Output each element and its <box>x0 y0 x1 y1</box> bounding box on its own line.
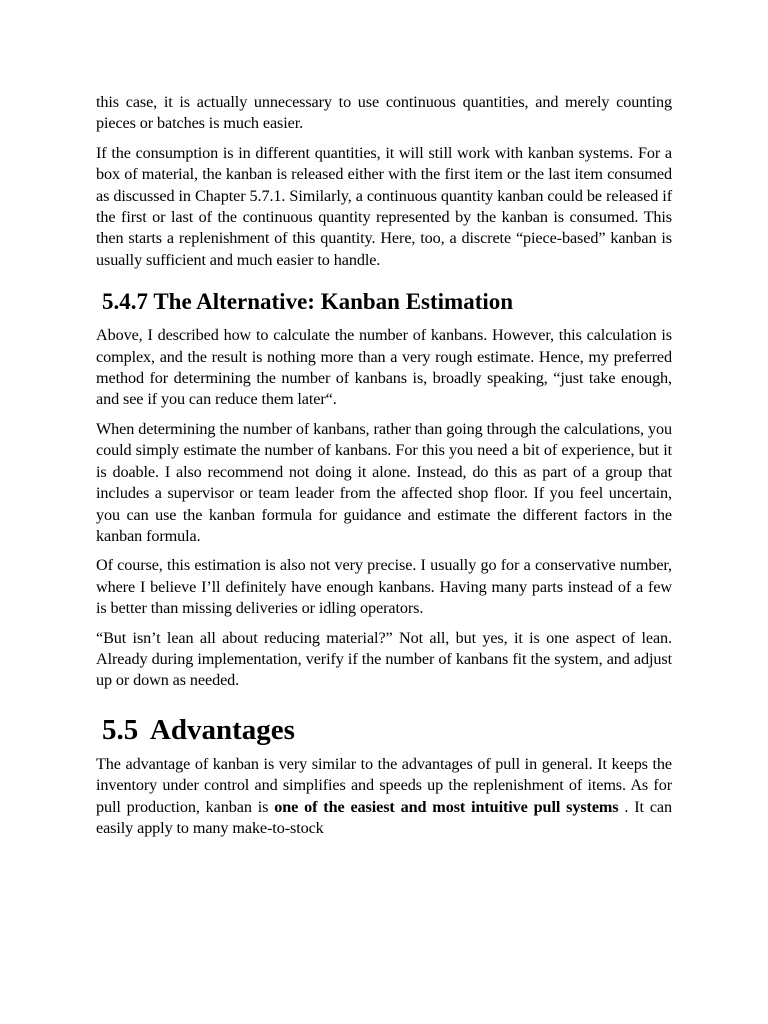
advantages-text-start: The advantage of kanban is very similar to the advantages of pull in general. It keeps the inventory under control and simplifies and speeds up the replenishment of items. As for pull production, kanban is <box>96 754 672 816</box>
paragraph-rough-estimate: Above, I described how to calculate the number of kanbans. However, this calculation is complex, and the result is nothing more than a very rough estimate. Hence, my preferred method for determining the number of kanbans is, broadly speaking, “just take enough, and see if you can reduce them later“. <box>96 326 672 409</box>
paragraph-advantages <box>96 754 672 840</box>
paragraph-estimation-precision: Of course, this estimation is also not very precise. I usually go for a conservative number, where I believe I’ll definitely have enough kanbans. Having many parts instead of a few is better than missing deliveries or idling operators. <box>96 556 672 618</box>
paragraph-estimating-kanbans: When determining the number of kanbans, rather than going through the calculations, you could simply estimate the number of kanbans. For this you need a bit of experience, but it is doable. I also recommend not doing it alone. Instead, do this as part of a group that includes a supervisor or team leader from the affected shop floor. If you feel uncertain, you can use the kanban formula for guidance and estimate the different factors in the kanban formula. <box>96 419 672 545</box>
heading-advantages: 5.5 Advantages <box>102 713 295 746</box>
heading-kanban-estimation: 5.4.7 The Alternative: Kanban Estimation <box>102 289 514 315</box>
paragraph-different-quantities: If the consumption is in different quantities, it will still work with kanban systems. For a box of material, the kanban is released either with the first item or the last item consumed as discussed in Chapter 5.7.1. Similarly, a continuous quantity kanban could be released if the first or last of the continuous quantity represented by the kanban is consumed. This then starts a replenishment of this quantity. Here, too, a discrete “piece-based” kanban is usually sufficient and much easier to handle. <box>96 143 672 269</box>
paragraph-lean-material: “But isn’t lean all about reducing material?” Not all, but yes, it is one aspect of lean. Already during implementation, verify if the number of kanbans fit the system, and adjust up or down as needed. <box>96 628 672 690</box>
paragraph-continuous-quantities: this case, it is actually unnecessary to use continuous quantities, and merely counting pieces or batches is much easier. <box>96 93 672 133</box>
advantages-bold-phrase: one of the easiest and most intuitive pull systems <box>274 797 619 816</box>
document-page <box>96 92 672 847</box>
advantages-text-end: . It can easily apply to many make-to-stock <box>96 797 672 837</box>
